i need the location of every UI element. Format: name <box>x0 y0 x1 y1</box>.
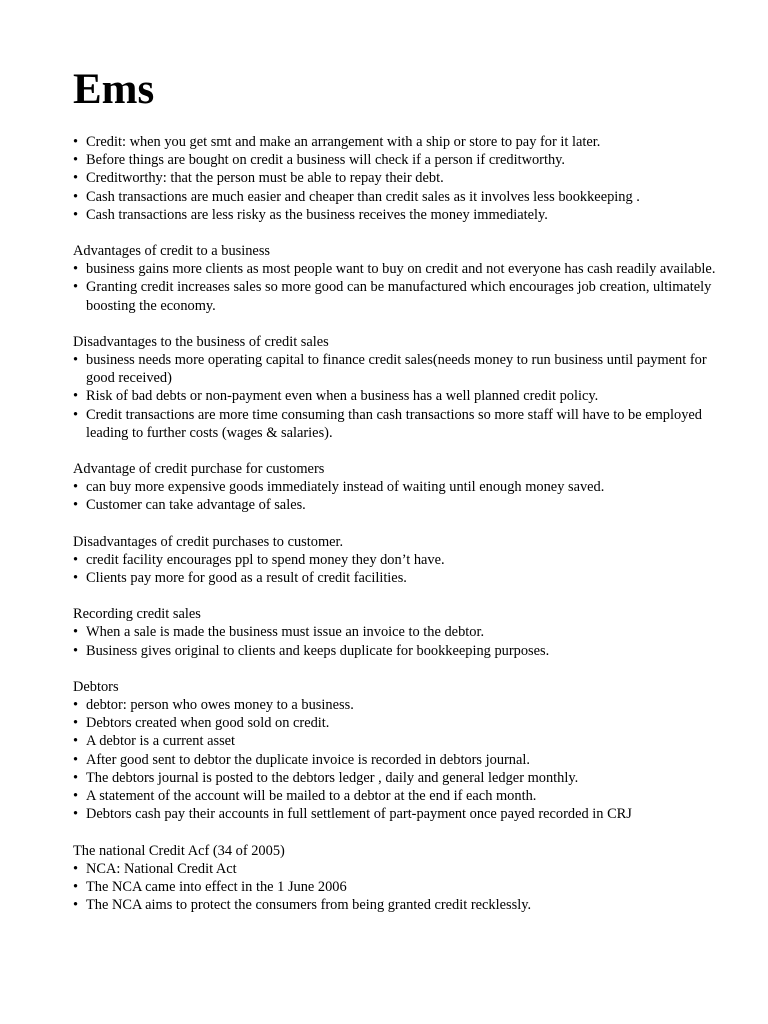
list-item: • can buy more expensive goods immediately instead of waiting until enough money saved. <box>73 478 728 496</box>
list-item: • business needs more operating capital to finance credit sales(needs money to run business until payment for good received) <box>73 351 728 387</box>
section-disadvantages-business <box>73 333 728 442</box>
section-heading: Advantages of credit to a business <box>73 243 271 260</box>
list-item: • NCA: National Credit Act <box>73 860 728 878</box>
section-heading: Debtors <box>73 678 119 695</box>
bullet-list <box>73 860 728 915</box>
list-item: • Business gives original to clients and keeps duplicate for bookkeeping purposes. <box>73 642 728 660</box>
list-item: • Customer can take advantage of sales. <box>73 496 728 514</box>
list-item: • A debtor is a current asset <box>73 732 728 750</box>
intro-list <box>73 133 728 224</box>
list-item: • Before things are bought on credit a business will check if a person if creditworthy. <box>73 151 728 169</box>
bullet-list <box>73 478 728 514</box>
list-item: • business gains more clients as most people want to buy on credit and not everyone has cash readily available. <box>73 260 728 278</box>
list-item: • Credit transactions are more time consuming than cash transactions so more staff will have to be employed leading to further costs (wages & salaries). <box>73 406 728 442</box>
section-national-credit-act <box>73 842 728 915</box>
list-item: • Risk of bad debts or non-payment even when a business has a well planned credit policy. <box>73 387 728 405</box>
bullet-list <box>73 351 728 442</box>
bullet-list <box>73 551 728 587</box>
page-title: Ems <box>73 66 155 113</box>
list-item: • Granting credit increases sales so more good can be manufactured which encourages job creation, ultimately boosting the economy. <box>73 278 728 314</box>
section-advantages-business <box>73 242 728 315</box>
bullet-list <box>73 260 728 315</box>
list-item: • Clients pay more for good as a result of credit facilities. <box>73 569 728 587</box>
intro-section <box>73 133 728 224</box>
section-heading: Disadvantages of credit purchases to customer. <box>73 533 344 550</box>
list-item: • Debtors created when good sold on credit. <box>73 714 728 732</box>
bullet-list <box>73 696 728 823</box>
section-advantage-customers <box>73 460 728 515</box>
list-item: • Debtors cash pay their accounts in full settlement of part-payment once payed recorded in CRJ <box>73 805 728 823</box>
list-item: • The debtors journal is posted to the debtors ledger , daily and general ledger monthly. <box>73 769 728 787</box>
list-item: • Cash transactions are less risky as the business receives the money immediately. <box>73 206 728 224</box>
list-item: • debtor: person who owes money to a business. <box>73 696 728 714</box>
section-debtors <box>73 678 728 824</box>
list-item: • A statement of the account will be mailed to a debtor at the end if each month. <box>73 787 728 805</box>
list-item: • After good sent to debtor the duplicate invoice is recorded in debtors journal. <box>73 751 728 769</box>
list-item: • Cash transactions are much easier and cheaper than credit sales as it involves less bookkeeping . <box>73 188 728 206</box>
section-heading: Advantage of credit purchase for customers <box>73 461 325 478</box>
list-item: • When a sale is made the business must issue an invoice to the debtor. <box>73 623 728 641</box>
section-heading: Disadvantages to the business of credit sales <box>73 333 329 350</box>
list-item: • Creditworthy: that the person must be able to repay their debt. <box>73 169 728 187</box>
list-item: • The NCA came into effect in the 1 June 2006 <box>73 878 728 896</box>
section-heading: Recording credit sales <box>73 606 201 623</box>
list-item: • Credit: when you get smt and make an arrangement with a ship or store to pay for it later. <box>73 133 728 151</box>
section-recording-credit-sales <box>73 605 728 660</box>
section-disadvantages-customer <box>73 533 728 588</box>
list-item: • credit facility encourages ppl to spend money they don’t have. <box>73 551 728 569</box>
section-heading: The national Credit Acf (34 of 2005) <box>73 842 285 859</box>
list-item: • The NCA aims to protect the consumers from being granted credit recklessly. <box>73 896 728 914</box>
bullet-list <box>73 623 728 659</box>
